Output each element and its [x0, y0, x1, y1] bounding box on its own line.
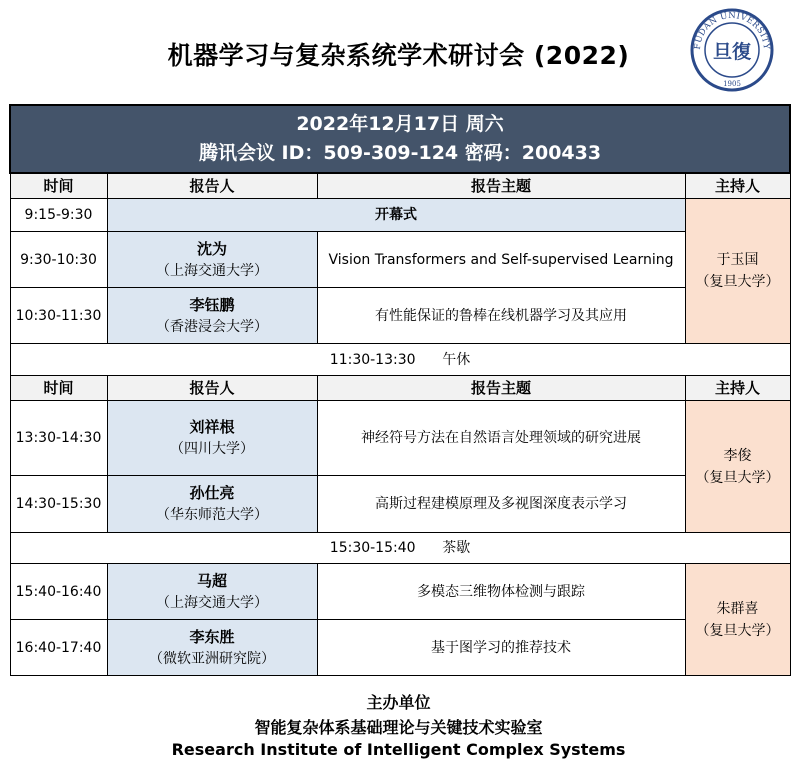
banner-date: 2022年12月17日 周六 [296, 113, 504, 135]
table-row [10, 476, 790, 533]
lunch-break: 11:30-13:30 午休 [10, 344, 790, 376]
topic-cell: Vision Transformers and Self-supervised Learning [317, 232, 685, 288]
header-host: 主持人 [685, 376, 790, 401]
speaker-name: 马超 [196, 571, 227, 590]
table-row [10, 564, 790, 620]
tea-break: 15:30-15:40 茶歇 [10, 533, 790, 564]
table-row [10, 288, 790, 344]
logo-glyph: 旦復 [712, 41, 752, 63]
banner-cell [10, 105, 790, 173]
speaker-name: 李钰鹏 [189, 295, 235, 314]
logo-year: 1905 [723, 80, 741, 88]
schedule-table [9, 104, 791, 676]
speaker-cell [107, 620, 317, 676]
topic-cell: 多模态三维物体检测与跟踪 [317, 564, 685, 620]
host-affiliation: （复旦大学） [695, 622, 780, 639]
table-row [10, 199, 790, 232]
topic-cell: 基于图学习的推荐技术 [317, 620, 685, 676]
time-cell: 10:30-11:30 [10, 288, 107, 344]
header-row [10, 173, 790, 199]
host-name: 李俊 [723, 447, 752, 464]
lab-name-en: Research Institute of Intelligent Complex Systems [171, 740, 626, 759]
speaker-name: 沈为 [196, 239, 227, 258]
speaker-name: 孙仕亮 [189, 484, 235, 502]
fudan-university-logo [690, 8, 774, 92]
time-cell: 9:30-10:30 [10, 232, 107, 288]
table-row [10, 232, 790, 288]
speaker-cell [107, 564, 317, 620]
host-name: 朱群喜 [716, 600, 759, 617]
header-host: 主持人 [685, 173, 790, 199]
header-speaker: 报告人 [107, 376, 317, 401]
time-cell: 16:40-17:40 [10, 620, 107, 676]
banner-row [10, 105, 790, 173]
table-row [10, 620, 790, 676]
time-cell: 14:30-15:30 [10, 476, 107, 533]
opening-ceremony: 开幕式 [107, 199, 685, 232]
host-affiliation: （复旦大学） [695, 469, 780, 486]
speaker-cell [107, 476, 317, 533]
header-speaker: 报告人 [107, 173, 317, 199]
header-topic: 报告主题 [317, 376, 685, 401]
speaker-name: 刘祥根 [189, 418, 235, 436]
topic-cell: 高斯过程建模原理及多视图深度表示学习 [317, 476, 685, 533]
host-cell [685, 199, 790, 344]
logo-text-top: FUDAN UNIVERSITY [692, 10, 772, 51]
header-time: 时间 [10, 173, 107, 199]
host-cell [685, 401, 790, 533]
speaker-affiliation: （微软亚洲研究院） [149, 650, 275, 667]
speaker-affiliation: （上海交通大学） [156, 594, 268, 611]
lab-name-cn: 智能复杂体系基础理论与关键技术实验室 [254, 718, 543, 737]
time-cell: 15:40-16:40 [10, 564, 107, 620]
topic-cell: 有性能保证的鲁棒在线机器学习及其应用 [317, 288, 685, 344]
break-row [10, 533, 790, 564]
break-row [10, 344, 790, 376]
speaker-affiliation: （上海交通大学） [156, 262, 268, 279]
organizer-label: 主办单位 [366, 693, 431, 712]
time-cell: 9:15-9:30 [10, 199, 107, 232]
header-topic: 报告主题 [317, 173, 685, 199]
speaker-cell [107, 401, 317, 476]
time-cell: 13:30-14:30 [10, 401, 107, 476]
banner-meeting-id: 腾讯会议 ID：509-309-124 密码：200433 [198, 142, 602, 164]
topic-cell: 神经符号方法在自然语言处理领域的研究进展 [317, 401, 685, 476]
host-affiliation: （复旦大学） [695, 274, 780, 290]
speaker-affiliation: （华东师范大学） [156, 507, 268, 523]
header-row [10, 376, 790, 401]
speaker-cell [107, 288, 317, 344]
host-cell [685, 564, 790, 676]
speaker-cell [107, 232, 317, 288]
speaker-affiliation: （香港浸会大学） [156, 318, 268, 335]
table-row [10, 401, 790, 476]
speaker-affiliation: （四川大学） [170, 441, 254, 457]
page-title: 机器学习与复杂系统学术研讨会 (2022) [167, 41, 630, 70]
speaker-name: 李东胜 [189, 627, 235, 646]
host-name: 于玉国 [716, 252, 759, 268]
header-time: 时间 [10, 376, 107, 401]
